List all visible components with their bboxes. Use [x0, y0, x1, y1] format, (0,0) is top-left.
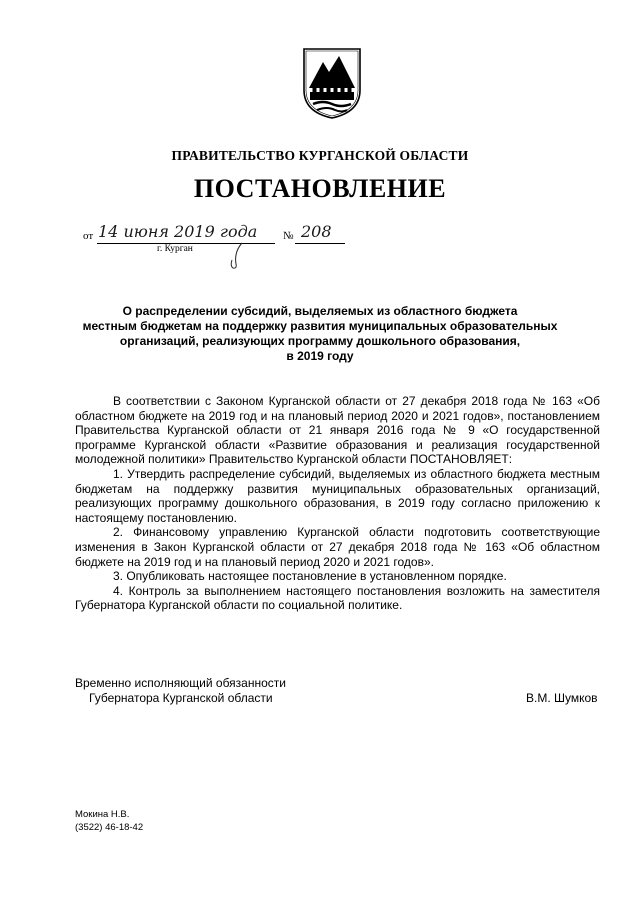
document-type-heading: ПОСТАНОВЛЕНИЕ: [193, 174, 447, 203]
title-line: местным бюджетам на поддержку развития муниципальных образовательных: [82, 319, 558, 333]
title-line: О распределении субсидий, выделяемых из областного бюджета: [122, 304, 518, 318]
organization-name: ПРАВИТЕЛЬСТВО КУРГАНСКОЙ ОБЛАСТИ: [171, 148, 469, 163]
document-title: [40, 304, 600, 364]
number-underline: [295, 243, 345, 244]
clause-paragraph: 4. Контроль за выполнением настоящего постановления возложить на заместителя Губернатора Курганской области по социальной политике.: [75, 583, 600, 613]
position-line: Временно исполняющий обязанности: [75, 676, 286, 690]
number-handwritten: 208: [301, 222, 332, 241]
date-handwritten: 14 июня 2019 года: [98, 222, 258, 241]
clause-paragraph: 1. Утвердить распределение субсидий, выделяемых из областного бюджета местным бюджетам на поддержку развития муниципальных образовательных организаций, реализующих программу дошкольного образования, в 2019 году согласно приложению к настоящему постановлению.: [75, 466, 600, 525]
executor-name: Мокина Н.В.: [75, 809, 130, 820]
signatory-position: [75, 676, 286, 705]
handwritten-mark-icon: [228, 242, 248, 270]
executor-info: [75, 808, 143, 834]
clause-paragraph: 3. Опубликовать настоящее постановление в установленном порядке.: [113, 569, 507, 584]
document-body: [75, 394, 600, 613]
signatory-name: В.М. Шумков: [526, 691, 598, 705]
clause-paragraph: 2. Финансовому управлению Курганской области подготовить соответствующие изменения в Закон Курганской области от 27 декабря 2018 года № 163 «Об областном бюджете на 2019 год и на плановый период 2020 и 2021 годов».: [75, 525, 600, 569]
coat-of-arms-icon: [301, 46, 363, 120]
title-line: организаций, реализующих программу дошкольного образования,: [119, 334, 521, 348]
number-label: №: [283, 230, 294, 242]
city-label: г. Курган: [157, 244, 193, 254]
title-line: в 2019 году: [286, 349, 354, 363]
position-line: Губернатора Курганской области: [89, 690, 273, 705]
executor-phone: (3522) 46-18-42: [75, 822, 144, 833]
date-from-label: от: [83, 230, 94, 242]
preamble-paragraph: В соответствии с Законом Курганской области от 27 декабря 2018 года № 163 «Об областном бюджете на 2019 год и на плановый период 2020 и 2021 годов», постановлением Правительства Курганской области от 21 января 2016 года № 9 «О государственной программе Курганской области «Развитие образования и реализация государственной молодежной политики» Правительство Курганской области ПОСТАНОВЛЯЕТ:: [75, 394, 600, 467]
